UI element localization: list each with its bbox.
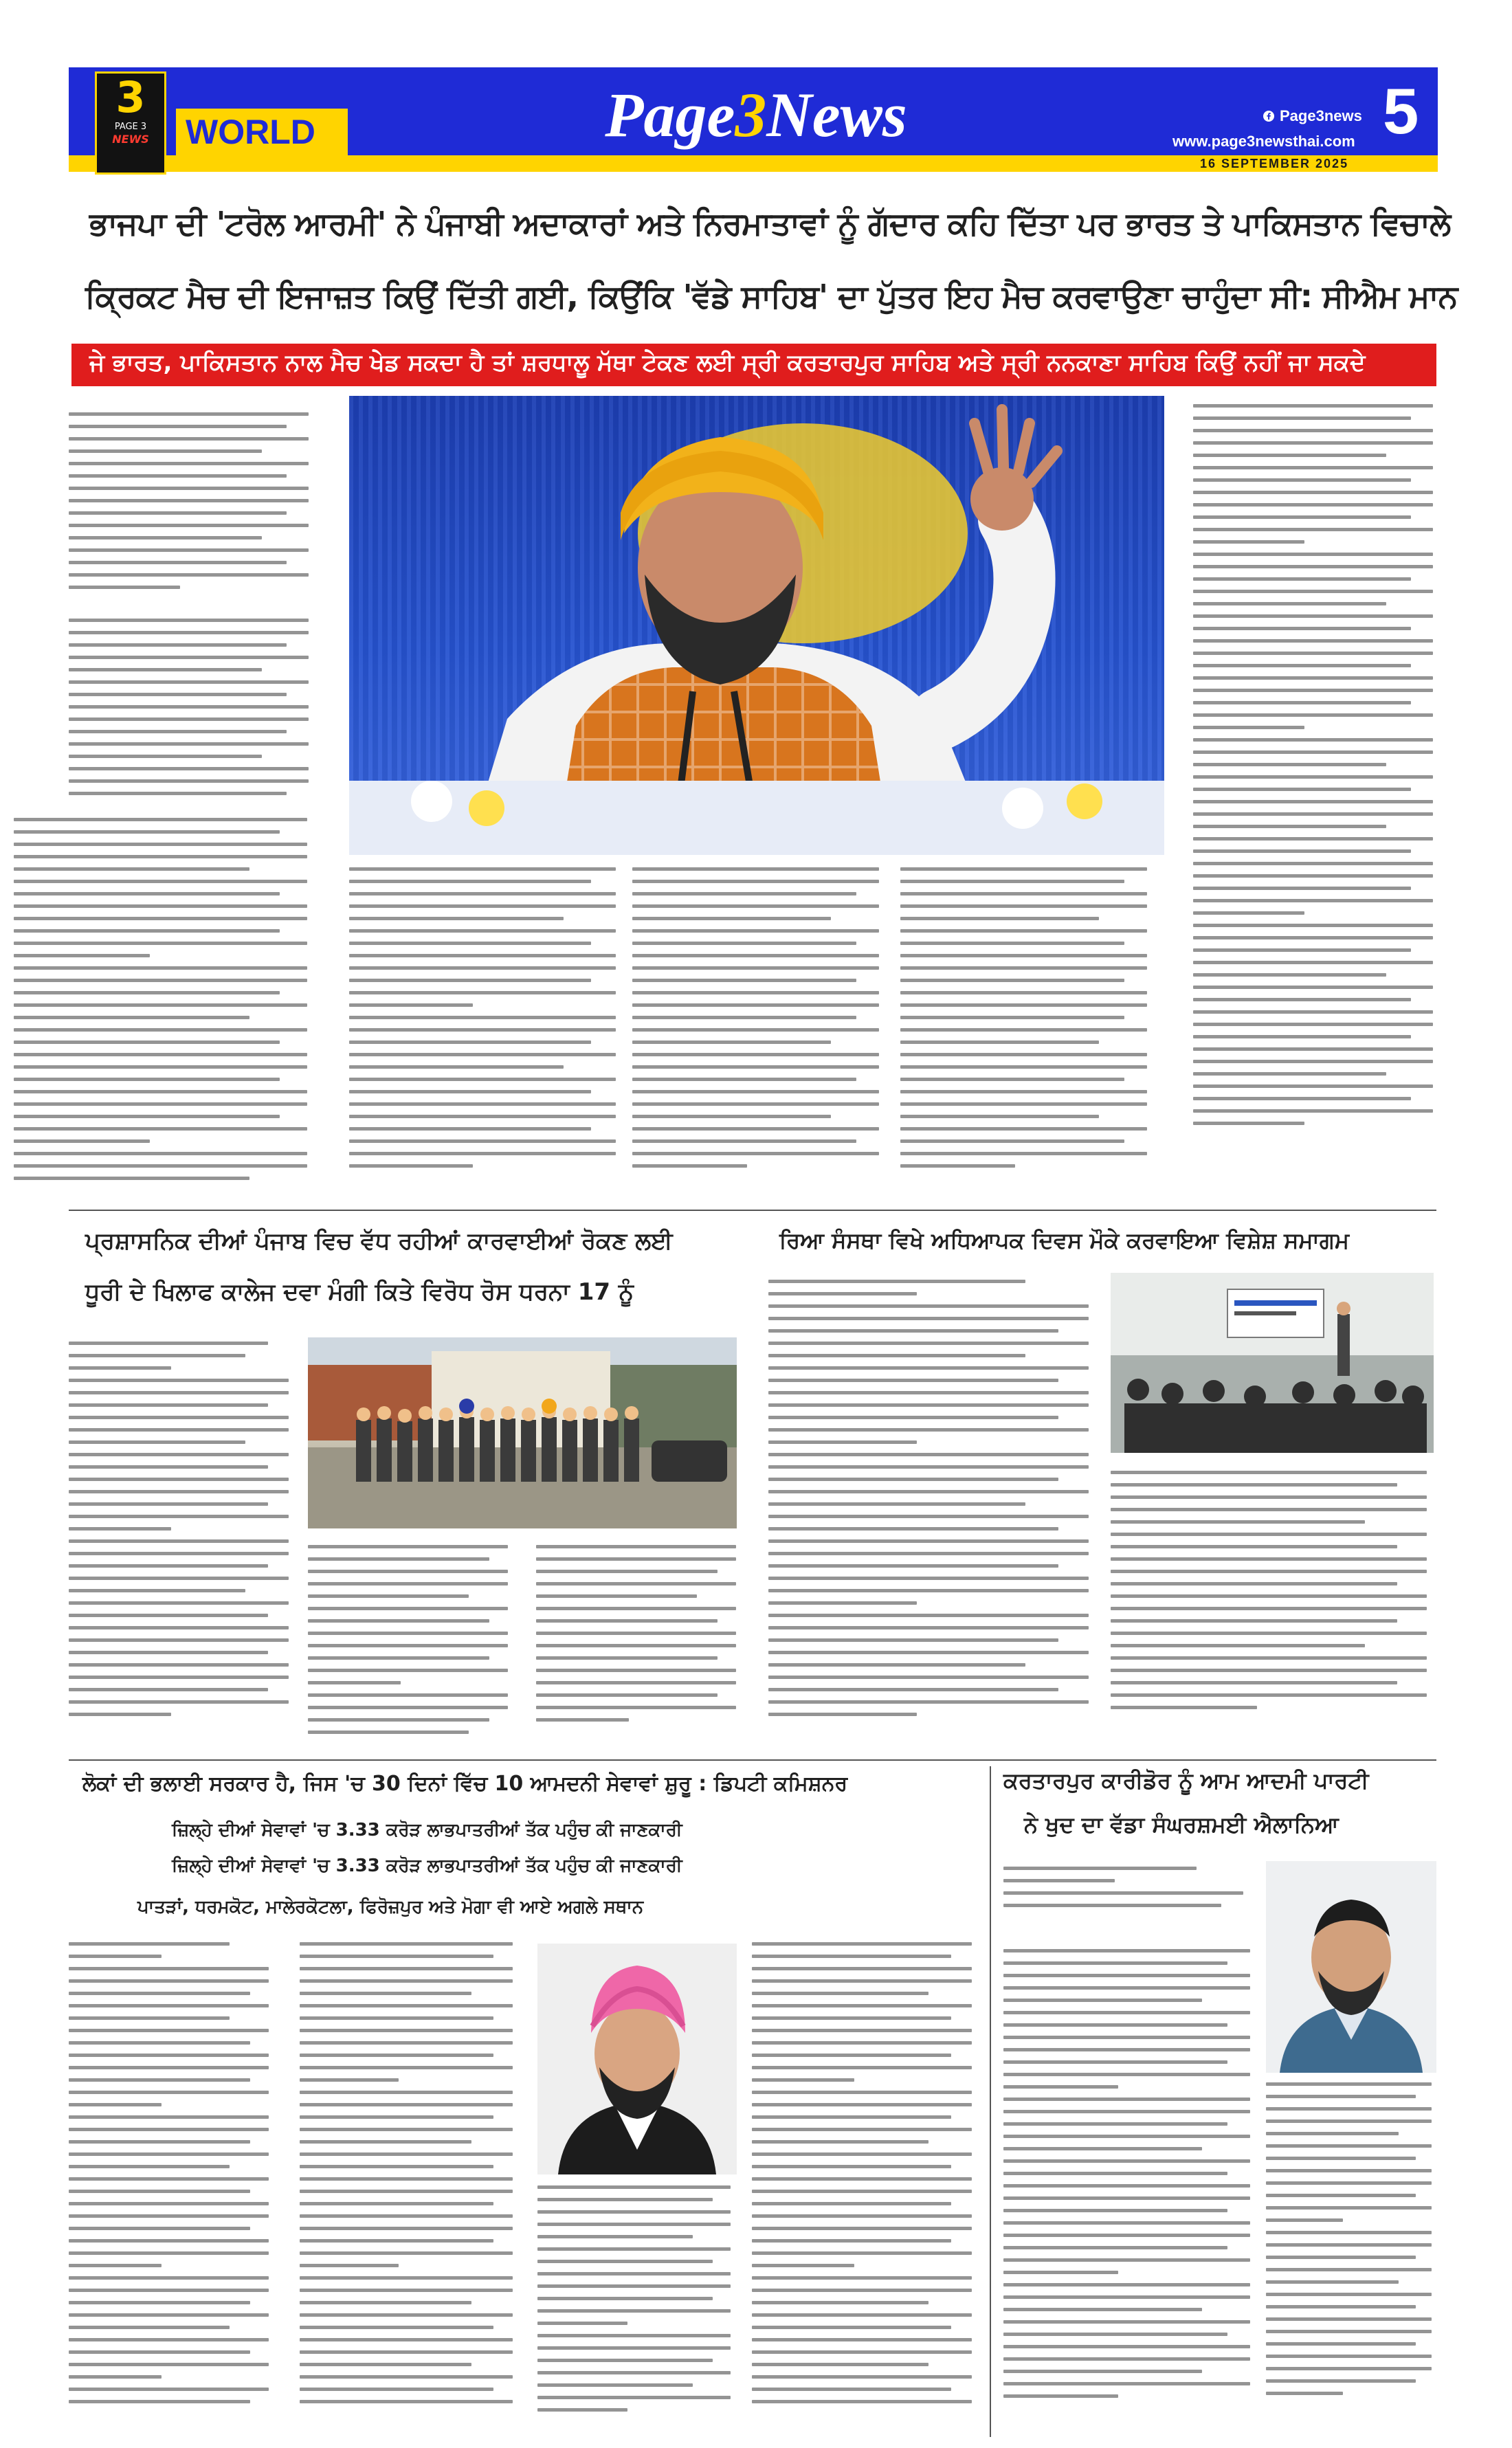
- website-url: www.page3newsthai.com: [1172, 133, 1355, 150]
- story4-headline: ਲੋਕਾਂ ਦੀ ਭਲਾਈ ਸਰਕਾਰ ਹੈ, ਜਿਸ 'ਚ 30 ਦਿਨਾਂ ਵਿੱਚ 10 ਆਮਦਨੀ ਸੇਵਾਵਾਂ ਸ਼ੁਰੂ : ਡਿਪਟੀ ਕਮਿਸ਼ਨਰ: [82, 1772, 848, 1796]
- story5-headline-line1: ਕਰਤਾਰਪੁਰ ਕਾਰੀਡੋਰ ਨੂੰ ਆਮ ਆਦਮੀ ਪਾਰਟੀ: [1003, 1768, 1369, 1794]
- lead-headline-line1: ਭਾਜਪਾ ਦੀ 'ਟਰੋਲ ਆਰਮੀ' ਨੇ ਪੰਜਾਬੀ ਅਦਾਕਾਰਾਂ ਅਤੇ ਨਿਰਮਾਤਾਵਾਂ ਨੂੰ ਗੱਦਾਰ ਕਹਿ ਦਿੱਤਾ ਪਰ ਭਾਰਤ ਤੇ ਪਾਕਿਸਤਾਨ ਵਿਚਾਲੇ: [89, 205, 1451, 242]
- lead-column-1-continued: [14, 818, 316, 1189]
- title-prefix: Page: [605, 80, 735, 150]
- section-divider-2: [69, 1759, 1436, 1761]
- logo-news-text: NEWS: [112, 133, 149, 146]
- lead-column-4: [900, 867, 1155, 1190]
- portrait-figure-2: [1266, 1861, 1436, 2073]
- story2-column-3: [536, 1545, 742, 1744]
- newspaper-title: [605, 77, 907, 153]
- story5-column-2: [1266, 2082, 1436, 2437]
- story3-headline: ਰਿਆ ਸੰਸਥਾ ਵਿਖੇ ਅਧਿਆਪਕ ਦਿਵਸ ਮੌਕੇ ਕਰਵਾਇਆ ਵਿਸ਼ੇਸ਼ ਸਮਾਗਮ: [779, 1227, 1350, 1254]
- page3-logo: [95, 71, 166, 175]
- protest-group-photo: [308, 1337, 737, 1528]
- facebook-handle: Page3news: [1280, 107, 1362, 124]
- story4-subhead-2: ਜ਼ਿਲ੍ਹੇ ਦੀਆਂ ਸੇਵਾਵਾਂ 'ਚ 3.33 ਕਰੋੜ ਲਾਭਪਾਤਰੀਆਂ ਤੱਕ ਪਹੁੰਚ ਕੀ ਜਾਣਕਾਰੀ: [172, 1856, 682, 1876]
- story4-column-3: [537, 2185, 737, 2437]
- story4-column-2: [300, 1942, 520, 2437]
- story4-subhead-1: ਜ਼ਿਲ੍ਹੇ ਦੀਆਂ ਸੇਵਾਵਾਂ 'ਚ 3.33 ਕਰੋੜ ਲਾਭਪਾਤਰੀਆਂ ਤੱਕ ਪਹੁੰਚ ਕੀ ਜਾਣਕਾਰੀ: [172, 1820, 682, 1840]
- portrait-figure: [537, 1944, 737, 2174]
- section-divider: [69, 1210, 1436, 1211]
- issue-date: 16 SEPTEMBER 2025: [1200, 157, 1349, 170]
- classroom-event-photo: [1111, 1273, 1434, 1453]
- speaker-figure: [349, 396, 1164, 855]
- title-suffix: News: [766, 80, 907, 150]
- lead-column-3: [632, 867, 887, 1190]
- title-number: 3: [735, 80, 767, 150]
- portrait-official-pink-turban: [537, 1944, 737, 2174]
- story4-subhead-3: ਪਾਤੜਾਂ, ਧਰਮਕੋਟ, ਮਾਲੇਰਕੋਟਲਾ, ਫਿਰੋਜ਼ਪੁਰ ਅਤੇ ਮੋਗਾ ਵੀ ਆਏ ਅਗਲੇ ਸਥਾਨ: [137, 1897, 644, 1917]
- story2-column-2: [308, 1545, 514, 1744]
- story5-headline-line2: ਨੇ ਖੁਦ ਦਾ ਵੱਡਾ ਸੰਘਰਸ਼ਮਈ ਐਲਾਨਿਆ: [1024, 1812, 1339, 1838]
- lead-photo-chief-minister: [349, 396, 1164, 855]
- protest-scene: [308, 1337, 737, 1528]
- story5-column-1: [1003, 1949, 1258, 2437]
- lead-headline-line2: ਕ੍ਰਿਕਟ ਮੈਚ ਦੀ ਇਜਾਜ਼ਤ ਕਿਉਂ ਦਿੱਤੀ ਗਈ, ਕਿਉਂਕਿ 'ਵੱਡੇ ਸਾਹਿਬ' ਦਾ ਪੁੱਤਰ ਇਹ ਮੈਚ ਕਰਵਾਉਣਾ ਚਾਹੁੰਦਾ ਸੀ: ਸੀਐਮ ਮਾਨ: [85, 278, 1458, 315]
- story2-headline-line2: ਧੂਰੀ ਦੇ ਖਿਲਾਫ ਕਾਲੇਜ ਦਵਾ ਮੰਗੀ ਕਿਤੇ ਵਿਰੋਧ ਰੋਸ ਧਰਨਾ 17 ਨੂੰ: [85, 1278, 634, 1306]
- story4-column-4: [752, 1942, 979, 2437]
- logo-number: 3: [115, 72, 146, 122]
- story4-column-1: [69, 1942, 275, 2437]
- facebook-icon: [1263, 111, 1274, 122]
- section-label: WORLD: [186, 113, 315, 151]
- story3-column-2: [1111, 1471, 1436, 1746]
- lead-intro-block: [69, 412, 316, 605]
- column-divider: [990, 1766, 991, 2437]
- story2-column-1: [69, 1342, 296, 1740]
- lead-column-5: [1193, 404, 1441, 1194]
- classroom-scene: [1111, 1273, 1434, 1453]
- portrait-aap-leader: [1266, 1861, 1436, 2073]
- lead-column-1: [69, 619, 316, 811]
- logo-page-text: PAGE 3: [114, 122, 147, 132]
- story5-byline-block: [1003, 1867, 1251, 1949]
- page-number: 5: [1383, 75, 1419, 147]
- lead-subhead: ਜੇ ਭਾਰਤ, ਪਾਕਿਸਤਾਨ ਨਾਲ ਮੈਚ ਖੇਡ ਸਕਦਾ ਹੈ ਤਾਂ ਸ਼ਰਧਾਲੂ ਮੱਥਾ ਟੇਕਣ ਲਈ ਸ੍ਰੀ ਕਰਤਾਰਪੁਰ ਸਾਹਿਬ ਅਤੇ ਸ੍ਰੀ ਨਨਕਾਣਾ ਸਾਹਿਬ ਕਿਉਂ ਨਹੀਂ ਜਾ ਸਕਦੇ: [89, 349, 1366, 377]
- story3-column-1: [768, 1280, 1098, 1747]
- story2-headline-line1: ਪ੍ਰਸ਼ਾਸਨਿਕ ਦੀਆਂ ਪੰਜਾਬ ਵਿਚ ਵੱਧ ਰਹੀਆਂ ਕਾਰਵਾਈਆਂ ਰੋਕਣ ਲਈ: [85, 1227, 673, 1255]
- lead-column-2: [349, 867, 624, 1190]
